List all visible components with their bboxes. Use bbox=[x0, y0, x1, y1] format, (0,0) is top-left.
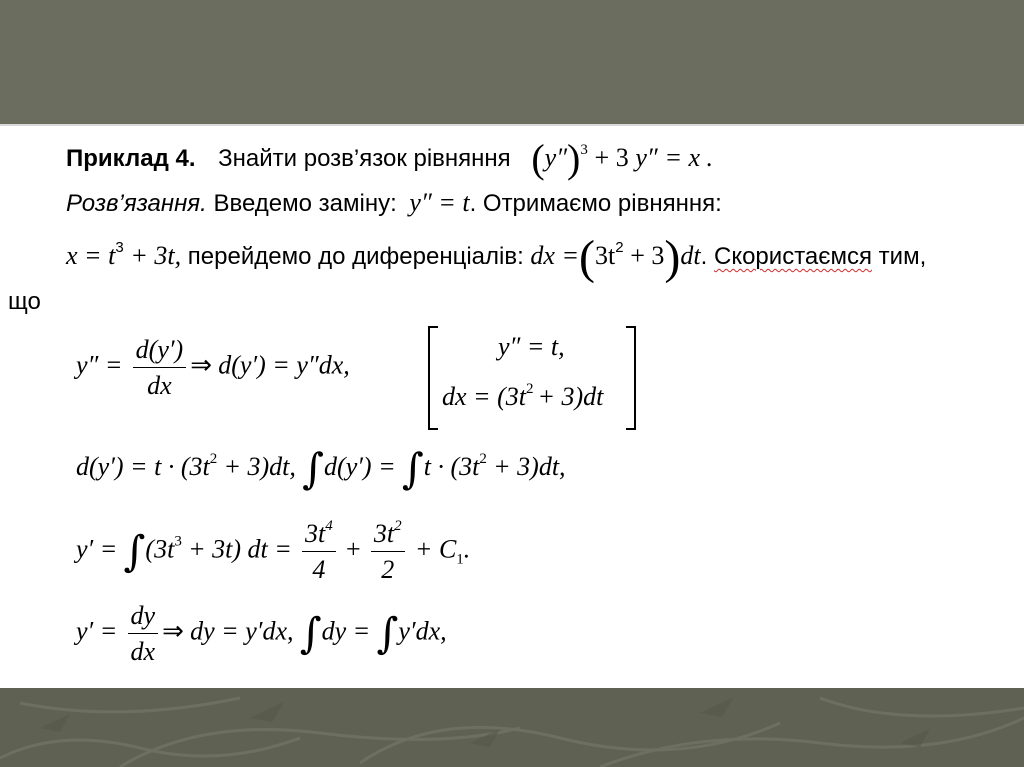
solution-text-2: . Отримаємо рівняння: bbox=[469, 190, 722, 217]
example-label: Приклад 4. bbox=[66, 145, 196, 172]
slide-footer-pattern bbox=[0, 688, 1024, 767]
main-equation: $(y'')^3 + 3$ y″ = x . bbox=[531, 136, 714, 181]
integral-sign: ∫ bbox=[302, 444, 325, 493]
differential-text: перейдемо до диференціалів: bbox=[187, 243, 524, 270]
integral-sign: ∫ bbox=[299, 608, 322, 658]
formula-row-1: y″ = $\frac{d(y')}{dx}$ ⇒ d(y′) = y″dx, bbox=[76, 335, 350, 401]
solution-text-1: Введемо заміну: bbox=[213, 190, 397, 217]
slide-content bbox=[0, 124, 1024, 688]
solution-line bbox=[66, 188, 722, 218]
integral-sign: ∫ bbox=[401, 444, 424, 493]
continuation-word: що bbox=[8, 288, 41, 315]
substitution-system bbox=[428, 326, 636, 430]
slide-header-bar bbox=[0, 0, 1024, 124]
fraction-dy-dx-2: $\frac{dy}{dx}$ bbox=[128, 600, 159, 667]
fraction-3t4-over-4: $\frac{3t^4}{4}$ bbox=[302, 518, 336, 585]
formula-row-4: y′ = $\frac{dy}{dx}$ ⇒ dy = y′dx, ∫dy = ∫y′dx, bbox=[76, 601, 447, 667]
decorative-pattern bbox=[0, 688, 1024, 767]
system-row-1: y″ = t, bbox=[498, 332, 565, 361]
integral-sign: ∫ bbox=[123, 526, 146, 576]
substitution: y″ = t bbox=[409, 188, 470, 217]
solution-label: Розв’язання. bbox=[66, 190, 207, 217]
example-task: Знайти розв’язок рівняння bbox=[218, 145, 511, 172]
fraction-3t2-over-2: $\frac{3t^2}{2}$ bbox=[371, 518, 405, 585]
formula-row-2: $d(y') = t \cdot (3t^2 + 3)dt$, $\int d(y') = \int t \cdot (3t^2 + 3)dt$, bbox=[76, 444, 566, 493]
integral-sign: ∫ bbox=[376, 608, 399, 658]
spellcheck-word: Скористаємся bbox=[713, 243, 872, 270]
fraction-dy-dx: $\frac{d(y')}{dx}$ bbox=[133, 334, 187, 401]
system-row-2: dx = $(3t^2 + 3)dt$ bbox=[442, 381, 604, 411]
differential-line: $x = t^3 + 3t$, перейдемо до диференціалів: dx $=(3t^2 + 3)dt$. Скористаємся тим, bbox=[66, 231, 927, 284]
example-heading bbox=[66, 136, 714, 181]
formula-row-3: $y' = \int(3t^3 + 3t)$ dt = $\frac{3t^4}{4}$ + $\frac{3t^2}{2}$ + $C_1$. bbox=[76, 518, 471, 585]
